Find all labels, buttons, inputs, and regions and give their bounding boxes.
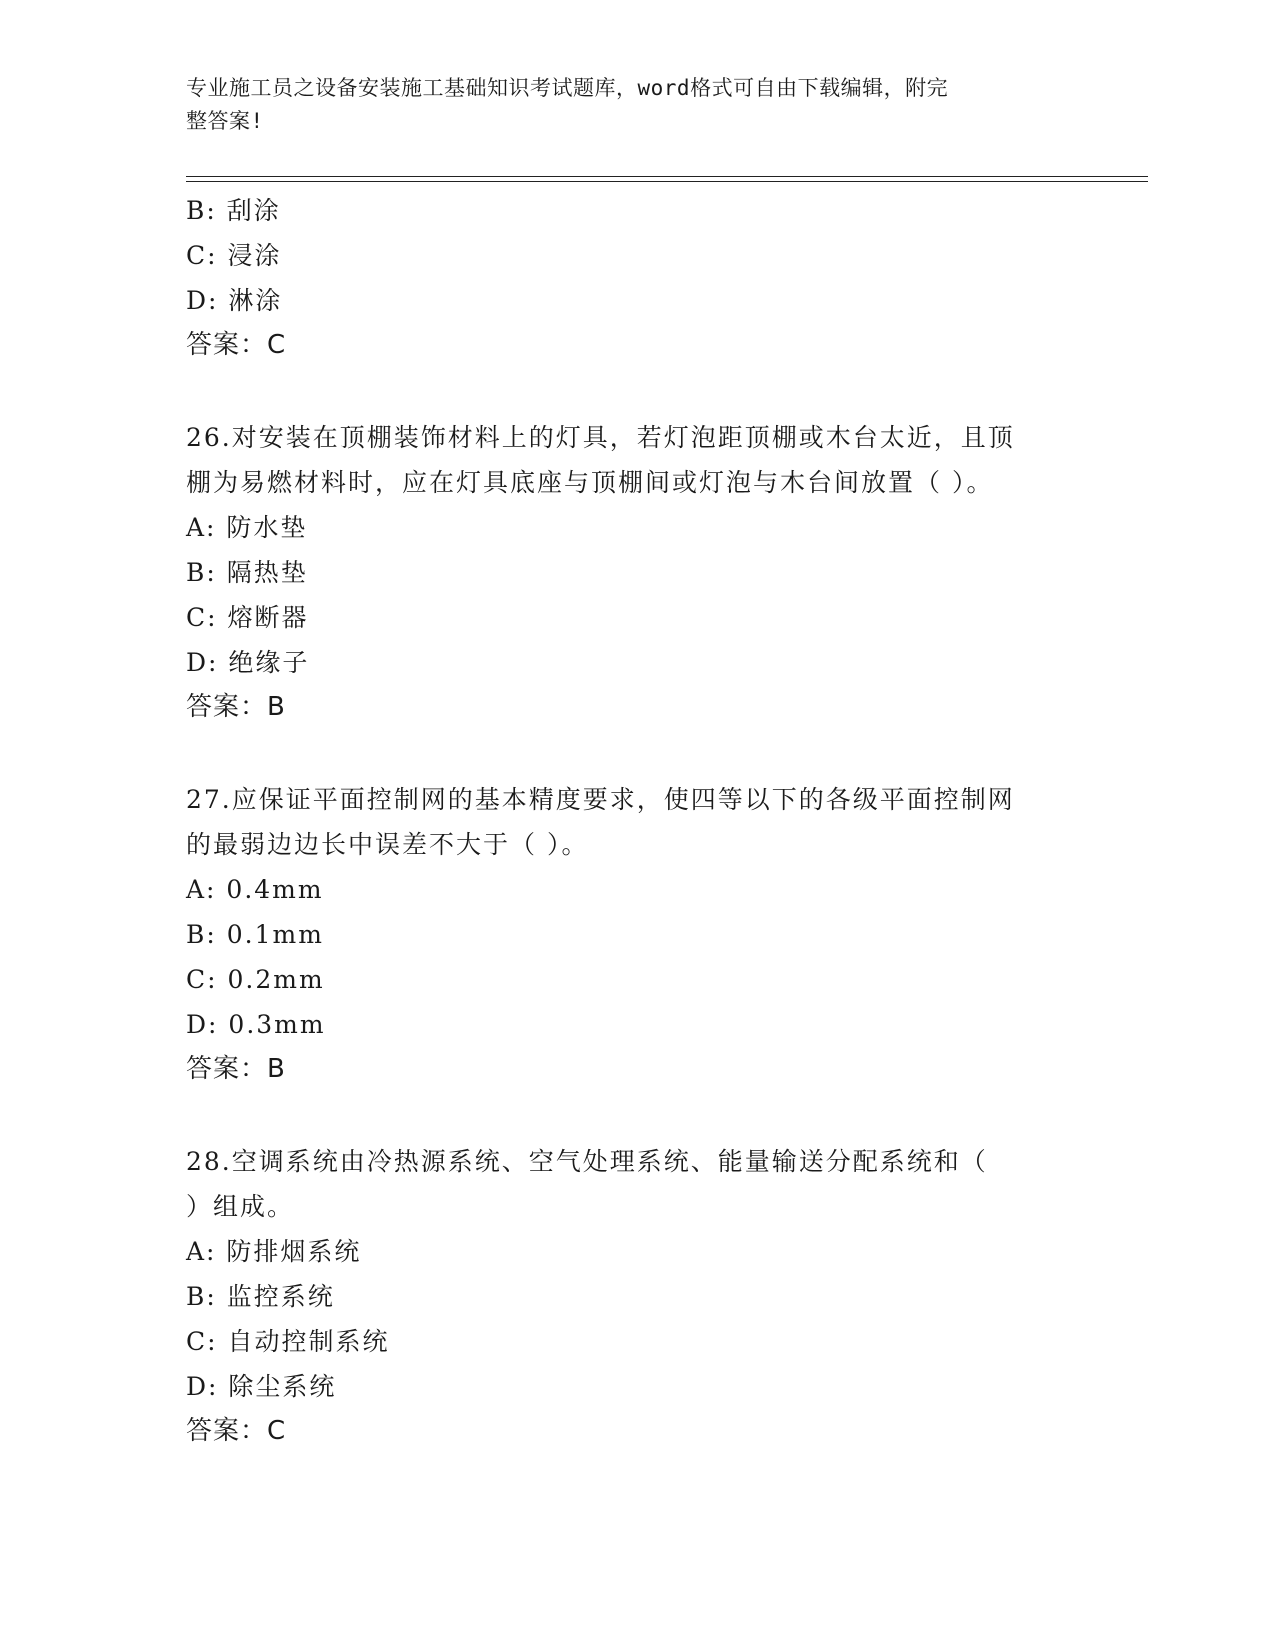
option: B: 刮涂 [186,196,281,225]
option: A: 0.4mm [186,875,324,904]
header-line: 专业施工员之设备安装施工基础知识考试题库，word格式可自由下载编辑，附完 [186,76,949,100]
option: D: 淋涂 [186,286,283,315]
question-text: 28.空调系统由冷热源系统、空气处理系统、能量输送分配系统和（ [186,1147,988,1176]
question-block [186,1139,1086,1454]
question-block [186,415,1086,730]
answer: 答案：C [186,1416,287,1446]
question-text: ）组成。 [186,1192,295,1221]
option: A: 防水垫 [186,513,308,542]
header-divider [186,181,1148,182]
header-divider [186,176,1148,177]
header-line: 整答案! [186,109,264,133]
question-text: 27.应保证平面控制网的基本精度要求，使四等以下的各级平面控制网 [186,785,1015,814]
document-header [186,72,1066,138]
option: B: 0.1mm [186,920,324,949]
option: C: 熔断器 [186,603,309,632]
option: D: 0.3mm [186,1010,326,1039]
option: C: 浸涂 [186,241,282,270]
question-text: 26.对安装在顶棚装饰材料上的灯具，若灯泡距顶棚或木台太近，且顶 [186,423,1015,452]
question-block [186,188,1086,368]
option: C: 自动控制系统 [186,1327,390,1356]
question-list [186,188,1086,1454]
option: D: 除尘系统 [186,1372,337,1401]
question-text: 棚为易燃材料时，应在灯具底座与顶棚间或灯泡与木台间放置（ ）。 [186,468,994,497]
option: B: 隔热垫 [186,558,308,587]
option: D: 绝缘子 [186,648,310,677]
option: C: 0.2mm [186,965,325,994]
option: B: 监控系统 [186,1282,335,1311]
option: A: 防排烟系统 [186,1237,362,1266]
answer: 答案：B [186,692,286,722]
question-block [186,777,1086,1092]
question-text: 的最弱边边长中误差不大于（ ）。 [186,830,589,859]
answer: 答案：C [186,330,287,360]
answer: 答案：B [186,1054,286,1084]
